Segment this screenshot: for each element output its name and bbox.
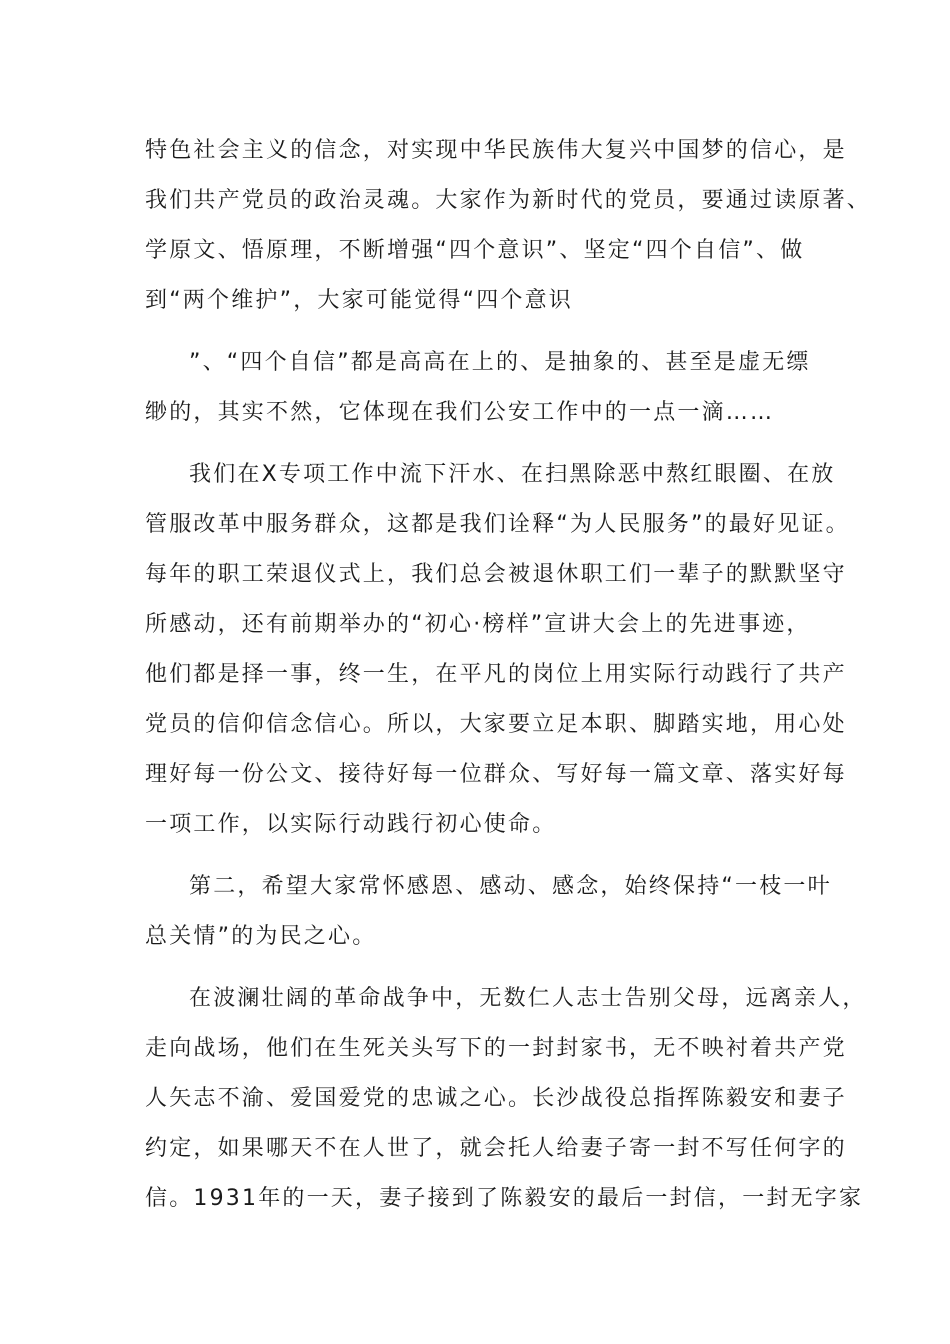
text-line: 缈的，其实不然，它体现在我们公安工作中的一点一滴…… bbox=[145, 400, 775, 425]
text-line: 党员的信仰信念信心。所以，大家要立足本职、脚踏实地，用心处 bbox=[145, 712, 847, 737]
text-line: 一项工作，以实际行动践行初心使命。 bbox=[145, 812, 557, 837]
text-line: 我们在X专项工作中流下汗水、在扫黑除恶中熬红眼圈、在放 bbox=[189, 462, 836, 487]
text-line: 管服改革中服务群众，这都是我们诠释“为人民服务”的最好见证。 bbox=[145, 512, 850, 537]
text-line: ”、“四个自信”都是高高在上的、是抽象的、甚至是虚无缥 bbox=[189, 350, 811, 375]
text-line: 每年的职工荣退仪式上，我们总会被退休职工们一辈子的默默坚守 bbox=[145, 562, 847, 587]
text-line: 第二，希望大家常怀感恩、感动、感念，始终保持“一枝一叶 bbox=[189, 874, 832, 899]
text-line: 约定，如果哪天不在人世了，就会托人给妻子寄一封不写任何字的 bbox=[145, 1136, 847, 1161]
text-line: 总关情”的为民之心。 bbox=[145, 924, 377, 949]
text-line: 特色社会主义的信念，对实现中华民族伟大复兴中国梦的信心，是 bbox=[145, 138, 847, 163]
text-line: 人矢志不渝、爱国爱党的忠诚之心。长沙战役总指挥陈毅安和妻子 bbox=[145, 1086, 847, 1111]
text-line: 在波澜壮阔的革命战争中，无数仁人志士告别父母，远离亲人， bbox=[189, 986, 867, 1011]
text-line: 信。1931年的一天，妻子接到了陈毅安的最后一封信，一封无字家 bbox=[145, 1186, 864, 1211]
text-line: 学原文、悟原理，不断增强“四个意识”、坚定“四个自信”、做 bbox=[145, 238, 805, 263]
text-line: 所感动，还有前期举办的“初心·榜样”宣讲大会上的先进事迹， bbox=[145, 612, 811, 637]
text-line: 理好每一份公文、接待好每一位群众、写好每一篇文章、落实好每 bbox=[145, 762, 847, 787]
text-line: 他们都是择一事，终一生，在平凡的岗位上用实际行动践行了共产 bbox=[145, 662, 847, 687]
text-line: 我们共产党员的政治灵魂。大家作为新时代的党员，要通过读原著、 bbox=[145, 188, 872, 213]
text-line: 走向战场，他们在生死关头写下的一封封家书，无不映衬着共产党 bbox=[145, 1036, 847, 1061]
text-line: 到“两个维护”，大家可能觉得“四个意识 bbox=[145, 288, 573, 313]
